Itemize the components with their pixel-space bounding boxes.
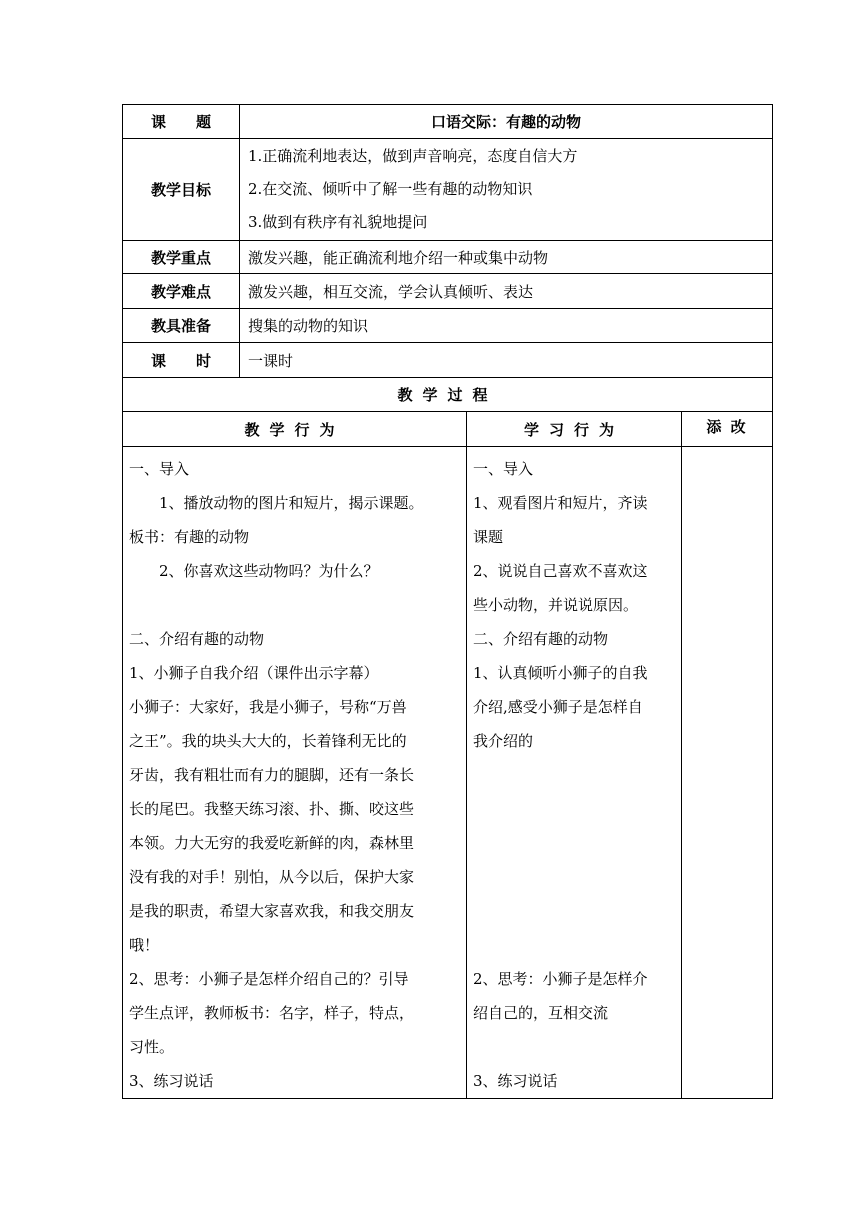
teach-line: 没有我的对手！别怕，从今以后，保护大家	[129, 868, 415, 886]
learn-line: 二、介绍有趣的动物	[473, 630, 609, 648]
learn-line: 课题	[473, 528, 504, 546]
teach-line: 1、播放动物的图片和短片，揭示课题。	[159, 494, 424, 512]
teach-line: 牙齿，我有粗壮而有力的腿脚，还有一条长	[129, 766, 415, 784]
learn-line: 2、思考：小狮子是怎样介	[473, 970, 648, 988]
goal-item: 1.正确流利地表达，做到声音响亮，态度自信大方	[248, 147, 578, 165]
learn-line	[473, 792, 675, 826]
learn-line	[473, 894, 675, 928]
learn-column-header: 学习行为	[467, 412, 682, 447]
edit-column-header: 添 改	[682, 412, 773, 447]
focus-value: 激发兴趣，能正确流利地介绍一种或集中动物	[240, 241, 773, 274]
teach-line: 2、你喜欢这些动物吗？为什么？	[159, 562, 379, 580]
process-body-row	[123, 447, 773, 1099]
teach-line: 3、练习说话	[129, 1072, 214, 1090]
learn-line	[473, 1030, 675, 1064]
teach-line	[129, 588, 460, 622]
learn-line	[473, 928, 675, 962]
learn-line	[473, 860, 675, 894]
topic-value: 口语交际：有趣的动物	[240, 105, 773, 139]
teach-line: 本领。力大无穷的我爱吃新鲜的肉，森林里	[129, 834, 415, 852]
teach-line: 2、思考：小狮子是怎样介绍自己的？引导	[129, 970, 409, 988]
difficulty-row	[123, 274, 773, 309]
teach-line: 长的尾巴。我整天练习滚、扑、撕、咬这些	[129, 800, 415, 818]
teach-line: 板书：有趣的动物	[129, 528, 250, 546]
process-title: 教学过程	[123, 378, 773, 412]
process-title-row	[123, 378, 773, 412]
learn-line: 一、导入	[473, 460, 534, 478]
hours-value: 一课时	[240, 343, 773, 378]
learn-line	[473, 826, 675, 860]
teach-line: 小狮子：大家好，我是小狮子，号称“万兽	[129, 698, 407, 716]
hours-label: 课 时	[123, 343, 240, 378]
learn-line: 3、练习说话	[473, 1072, 558, 1090]
goal-item: 3.做到有秩序有礼貌地提问	[248, 213, 428, 231]
learn-line: 我介绍的	[473, 732, 534, 750]
materials-label: 教具准备	[123, 309, 240, 343]
topic-row	[123, 105, 773, 139]
materials-row	[123, 309, 773, 343]
teach-line: 哦！	[129, 936, 160, 954]
goal-item: 2.在交流、倾听中了解一些有趣的动物知识	[248, 180, 533, 198]
difficulty-value: 激发兴趣，相互交流，学会认真倾听、表达	[240, 274, 773, 309]
teach-line: 学生点评，教师板书：名字，样子，特点，	[129, 1004, 415, 1022]
teach-line: 一、导入	[129, 460, 190, 478]
lesson-plan-table	[122, 104, 773, 1099]
goals-label: 教学目标	[123, 139, 240, 241]
goals-row	[123, 139, 773, 241]
learn-line: 2、说说自己喜欢不喜欢这	[473, 562, 648, 580]
focus-label: 教学重点	[123, 241, 240, 274]
teach-column-header: 教学行为	[123, 412, 467, 447]
learn-line: 1、认真倾听小狮子的自我	[473, 664, 648, 682]
teach-column-body	[123, 447, 467, 1099]
goals-list	[240, 139, 773, 241]
teach-line: 二、介绍有趣的动物	[129, 630, 265, 648]
teach-line: 之王”。我的块头大大的，长着锋利无比的	[129, 732, 407, 750]
process-header-row	[123, 412, 773, 447]
learn-line: 介绍,感受小狮子是怎样自	[473, 698, 643, 716]
focus-row	[123, 241, 773, 274]
teach-line: 习性。	[129, 1038, 175, 1056]
learn-line: 1、观看图片和短片，齐读	[473, 494, 648, 512]
learn-line: 些小动物，并说说原因。	[473, 596, 639, 614]
edit-column-body	[682, 447, 773, 1099]
hours-row	[123, 343, 773, 378]
teach-line: 1、小狮子自我介绍（课件出示字幕）	[129, 664, 379, 682]
teach-line: 是我的职责，希望大家喜欢我，和我交朋友	[129, 902, 415, 920]
difficulty-label: 教学难点	[123, 274, 240, 309]
learn-column-body	[467, 447, 682, 1099]
topic-label: 课 题	[123, 105, 240, 139]
learn-line: 绍自己的，互相交流	[473, 1004, 609, 1022]
materials-value: 搜集的动物的知识	[240, 309, 773, 343]
learn-line	[473, 758, 675, 792]
